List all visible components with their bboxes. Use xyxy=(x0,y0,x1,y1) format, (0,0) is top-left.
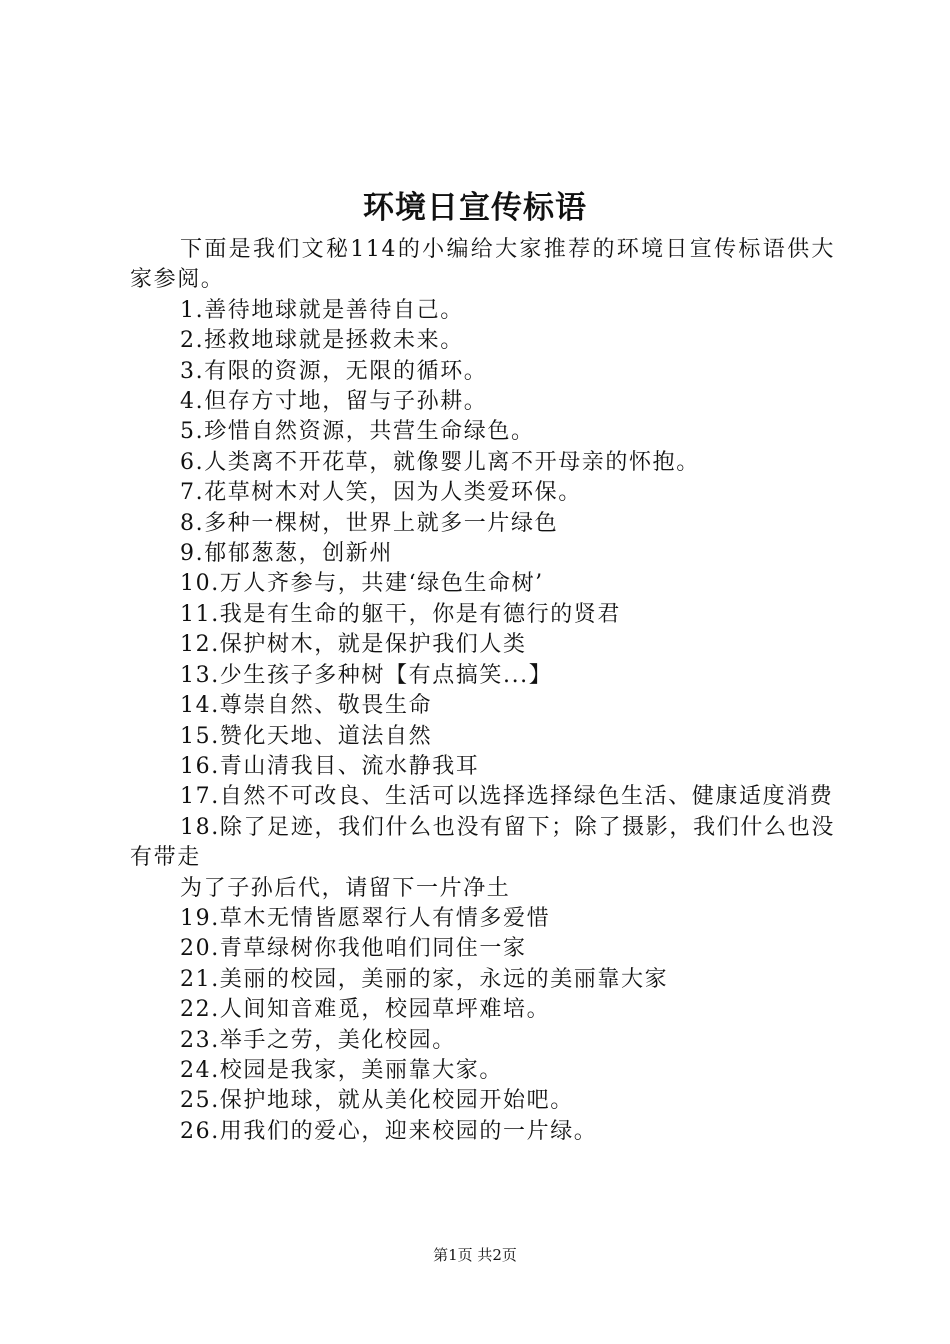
slogan-item-1: 1.善待地球就是善待自己。 xyxy=(180,297,464,323)
page-number-footer: 第1页 共2页 xyxy=(433,1246,517,1264)
slogan-item-7: 7.花草树木对人笑，因为人类爱环保。 xyxy=(180,480,582,506)
slogan-item-18-continuation: 为了子孙后代，请留下一片净土 xyxy=(180,875,511,901)
slogan-item-3: 3.有限的资源，无限的循环。 xyxy=(180,358,488,384)
slogan-item-24: 24.校园是我家，美丽靠大家。 xyxy=(180,1057,503,1083)
document-body xyxy=(130,235,835,1147)
slogan-item-4: 4.但存方寸地，留与子孙耕。 xyxy=(180,389,488,415)
slogan-item-22: 22.人间知音难觅，校园草坪难培。 xyxy=(180,997,551,1023)
document-title: 环境日宣传标语 xyxy=(363,190,587,226)
slogan-item-13: 13.少生孩子多种树【有点搞笑...】 xyxy=(180,662,553,688)
slogan-item-20: 20.青草绿树你我他咱们同住一家 xyxy=(180,936,527,962)
slogan-item-15: 15.赞化天地、道法自然 xyxy=(180,723,433,749)
slogan-item-2: 2.拯救地球就是拯救未来。 xyxy=(180,328,464,354)
slogan-item-8: 8.多种一棵树，世界上就多一片绿色 xyxy=(180,510,559,536)
slogan-item-26: 26.用我们的爱心，迎来校园的一片绿。 xyxy=(180,1118,598,1144)
slogan-item-25: 25.保护地球，就从美化校园开始吧。 xyxy=(180,1088,574,1114)
slogan-item-11: 11.我是有生命的躯干，你是有德行的贤君 xyxy=(180,601,621,627)
slogan-item-5: 5.珍惜自然资源，共营生命绿色。 xyxy=(180,419,535,445)
slogan-item-16: 16.青山清我目、流水静我耳 xyxy=(180,753,480,779)
slogan-item-23: 23.举手之劳，美化校园。 xyxy=(180,1027,456,1053)
slogan-item-14: 14.尊崇自然、敬畏生命 xyxy=(180,693,433,719)
slogan-item-18: 18.除了足迹，我们什么也没有留下；除了摄影，我们什么也没有带走 xyxy=(130,814,835,871)
slogan-item-9: 9.郁郁葱葱，创新州 xyxy=(180,541,393,567)
slogan-item-12: 12.保护树木，就是保护我们人类 xyxy=(180,632,527,658)
slogan-item-19: 19.草木无情皆愿翠行人有情多爱惜 xyxy=(180,905,551,931)
slogan-item-17: 17.自然不可改良、生活可以选择选择绿色生活、健康适度消费 xyxy=(180,784,834,810)
slogan-item-10: 10.万人齐参与，共建‘绿色生命树’ xyxy=(180,571,544,597)
slogan-item-21: 21.美丽的校园，美丽的家，永远的美丽靠大家 xyxy=(180,966,669,992)
slogan-item-6: 6.人类离不开花草，就像婴儿离不开母亲的怀抱。 xyxy=(180,449,700,475)
intro-paragraph: 下面是我们文秘114的小编给大家推荐的环境日宣传标语供大家参阅。 xyxy=(130,237,835,293)
